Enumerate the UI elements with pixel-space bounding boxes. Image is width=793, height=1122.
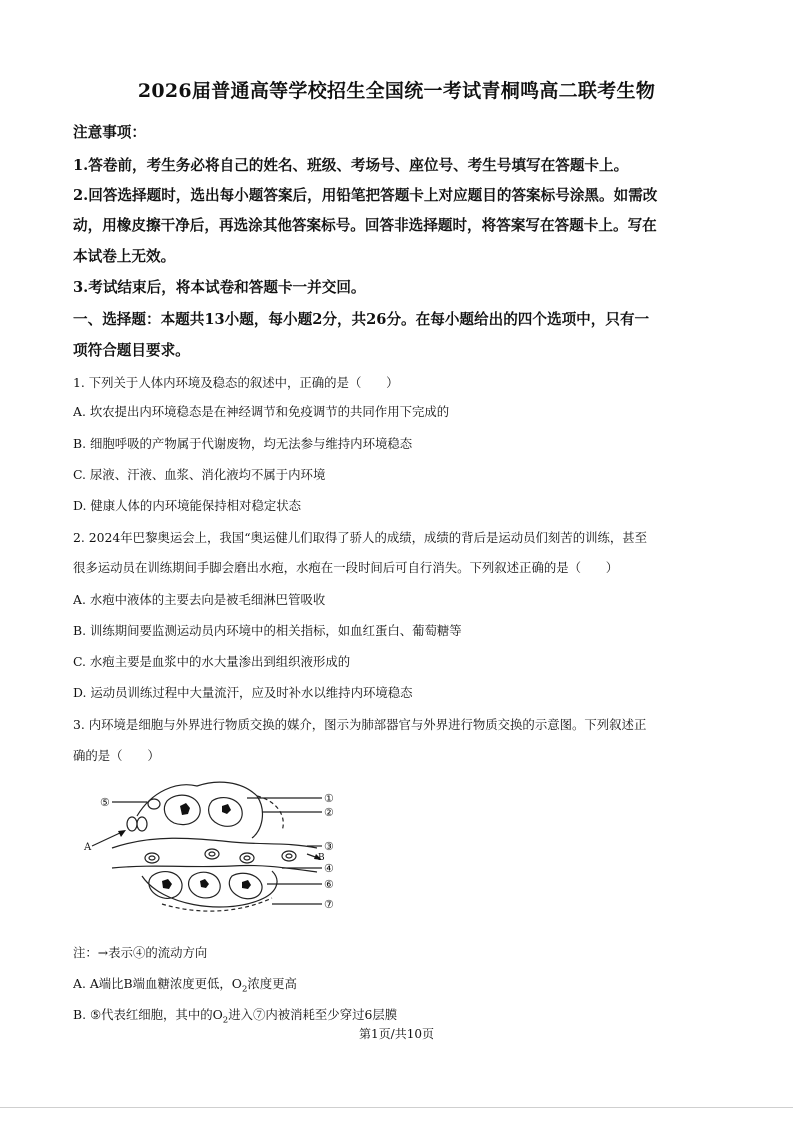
nucleus-5 — [242, 880, 251, 889]
label-6: ⑥ — [324, 878, 334, 891]
q3-option-a: A. A端比B端血糖浓度更低，$O_2$浓度更高 — [73, 976, 297, 995]
rbc-4-inner — [286, 854, 292, 858]
label-4: ④ — [324, 862, 334, 875]
q2-option-c: C. 水疱主要是血浆中的水大量渗出到组织液形成的 — [73, 654, 351, 669]
label-7: ⑦ — [324, 898, 334, 911]
exam-title: 2026届普通高等学校招生全国统一考试青桐鸣高二联考生物 — [137, 80, 656, 102]
q2-option-b: B. 训练期间要监测运动员内环境中的相关指标，如血红蛋白、葡萄糖等 — [73, 623, 462, 638]
rbc-3-inner — [244, 856, 250, 860]
label-1: ① — [324, 792, 334, 805]
nucleus-3 — [162, 879, 172, 889]
q3-stem-line-1: 3. 内环境是细胞与外界进行物质交换的媒介，图示为肺部器官与外界进行物质交换的示意图。下列叙述正 — [73, 717, 647, 732]
q2-option-d: D. 运动员训练过程中大量流汗，应及时补水以维持内环境稳态 — [73, 685, 413, 700]
lung-exchange-diagram — [82, 776, 352, 916]
notice-line-1: 1.答卷前，考生务必将自己的姓名、班级、考场号、座位号、考生号填写在答题卡上。 — [73, 157, 629, 174]
notice-heading: 注意事项： — [73, 124, 146, 141]
rbc-1 — [145, 853, 159, 863]
q3-stem-line-2: 确的是（ ） — [73, 748, 160, 763]
rbc-1-inner — [149, 856, 155, 860]
notice-line-3: 动，用橡皮擦干净后，再选涂其他答案标号。回答非选择题时，将答案写在答题卡上。写在 — [73, 217, 657, 234]
alveolar-cell-2 — [137, 817, 147, 831]
label-2: ② — [324, 806, 334, 819]
alveolar-cell-3 — [148, 799, 160, 809]
q1-option-a: A. 坎农提出内环境稳态是在神经调节和免疫调节的共同作用下完成的 — [73, 404, 450, 419]
rbc-4 — [282, 851, 296, 861]
nucleus-4 — [200, 879, 209, 888]
q2-stem-line-2: 很多运动员在训练期间手脚会磨出水疱，水疱在一段时间后可自行消失。下列叙述正确的是（ ） — [73, 560, 619, 575]
label-5: ⑤ — [100, 796, 110, 809]
label-3: ③ — [324, 840, 334, 853]
notice-line-2: 2.回答选择题时，选出每小题答案后，用铅笔把答题卡上对应题目的答案标号涂黑。如需改 — [73, 187, 658, 204]
q1-option-d: D. 健康人体的内环境能保持相对稳定状态 — [73, 498, 302, 513]
section-heading-line-1: 一、选择题：本题共13小题，每小题2分，共26分。在每小题给出的四个选项中，只有一 — [73, 311, 650, 328]
section-heading-line-2: 项符合题目要求。 — [73, 342, 190, 359]
q1-option-c: C. 尿液、汗液、血浆、消化液均不属于内环境 — [73, 467, 326, 482]
alveolar-cell-1 — [127, 817, 137, 831]
label-a: A — [84, 842, 92, 853]
q1-stem: 1. 下列关于人体内环境及稳态的叙述中，正确的是（ ） — [73, 375, 399, 390]
notice-line-5: 3.考试结束后，将本试卷和答题卡一并交回。 — [73, 279, 366, 296]
capillary-upper-wall — [112, 838, 317, 848]
q3-figure-note: 注：→表示④的流动方向 — [73, 945, 208, 960]
page-footer: 第1页/共10页 — [359, 1027, 434, 1041]
label-b: B — [318, 853, 325, 863]
tissue-outline-bottom — [142, 871, 277, 907]
bottom-rule — [0, 1107, 793, 1108]
q3-option-b: B. ⑤代表红细胞，其中的$O_2$进入⑦内被消耗至少穿过6层膜 — [73, 1007, 398, 1026]
q2-stem-line-1: 2. 2024年巴黎奥运会上，我国“奥运健儿们取得了骄人的成绩，成绩的背后是运动员们刻苦的训练，甚至 — [73, 530, 648, 545]
nucleus-1 — [180, 803, 190, 815]
nucleus-2 — [222, 804, 231, 814]
capillary-lower-wall — [112, 865, 317, 872]
q2-option-a: A. 水疱中液体的主要去向是被毛细淋巴管吸收 — [73, 592, 326, 607]
rbc-2 — [205, 849, 219, 859]
rbc-2-inner — [209, 852, 215, 856]
tissue-dashed-bottom — [162, 898, 272, 911]
arrow-a-line — [92, 832, 122, 846]
rbc-3 — [240, 853, 254, 863]
q1-option-b: B. 细胞呼吸的产物属于代谢废物，均无法参与维持内环境稳态 — [73, 436, 413, 451]
notice-line-4: 本试卷上无效。 — [73, 248, 176, 265]
